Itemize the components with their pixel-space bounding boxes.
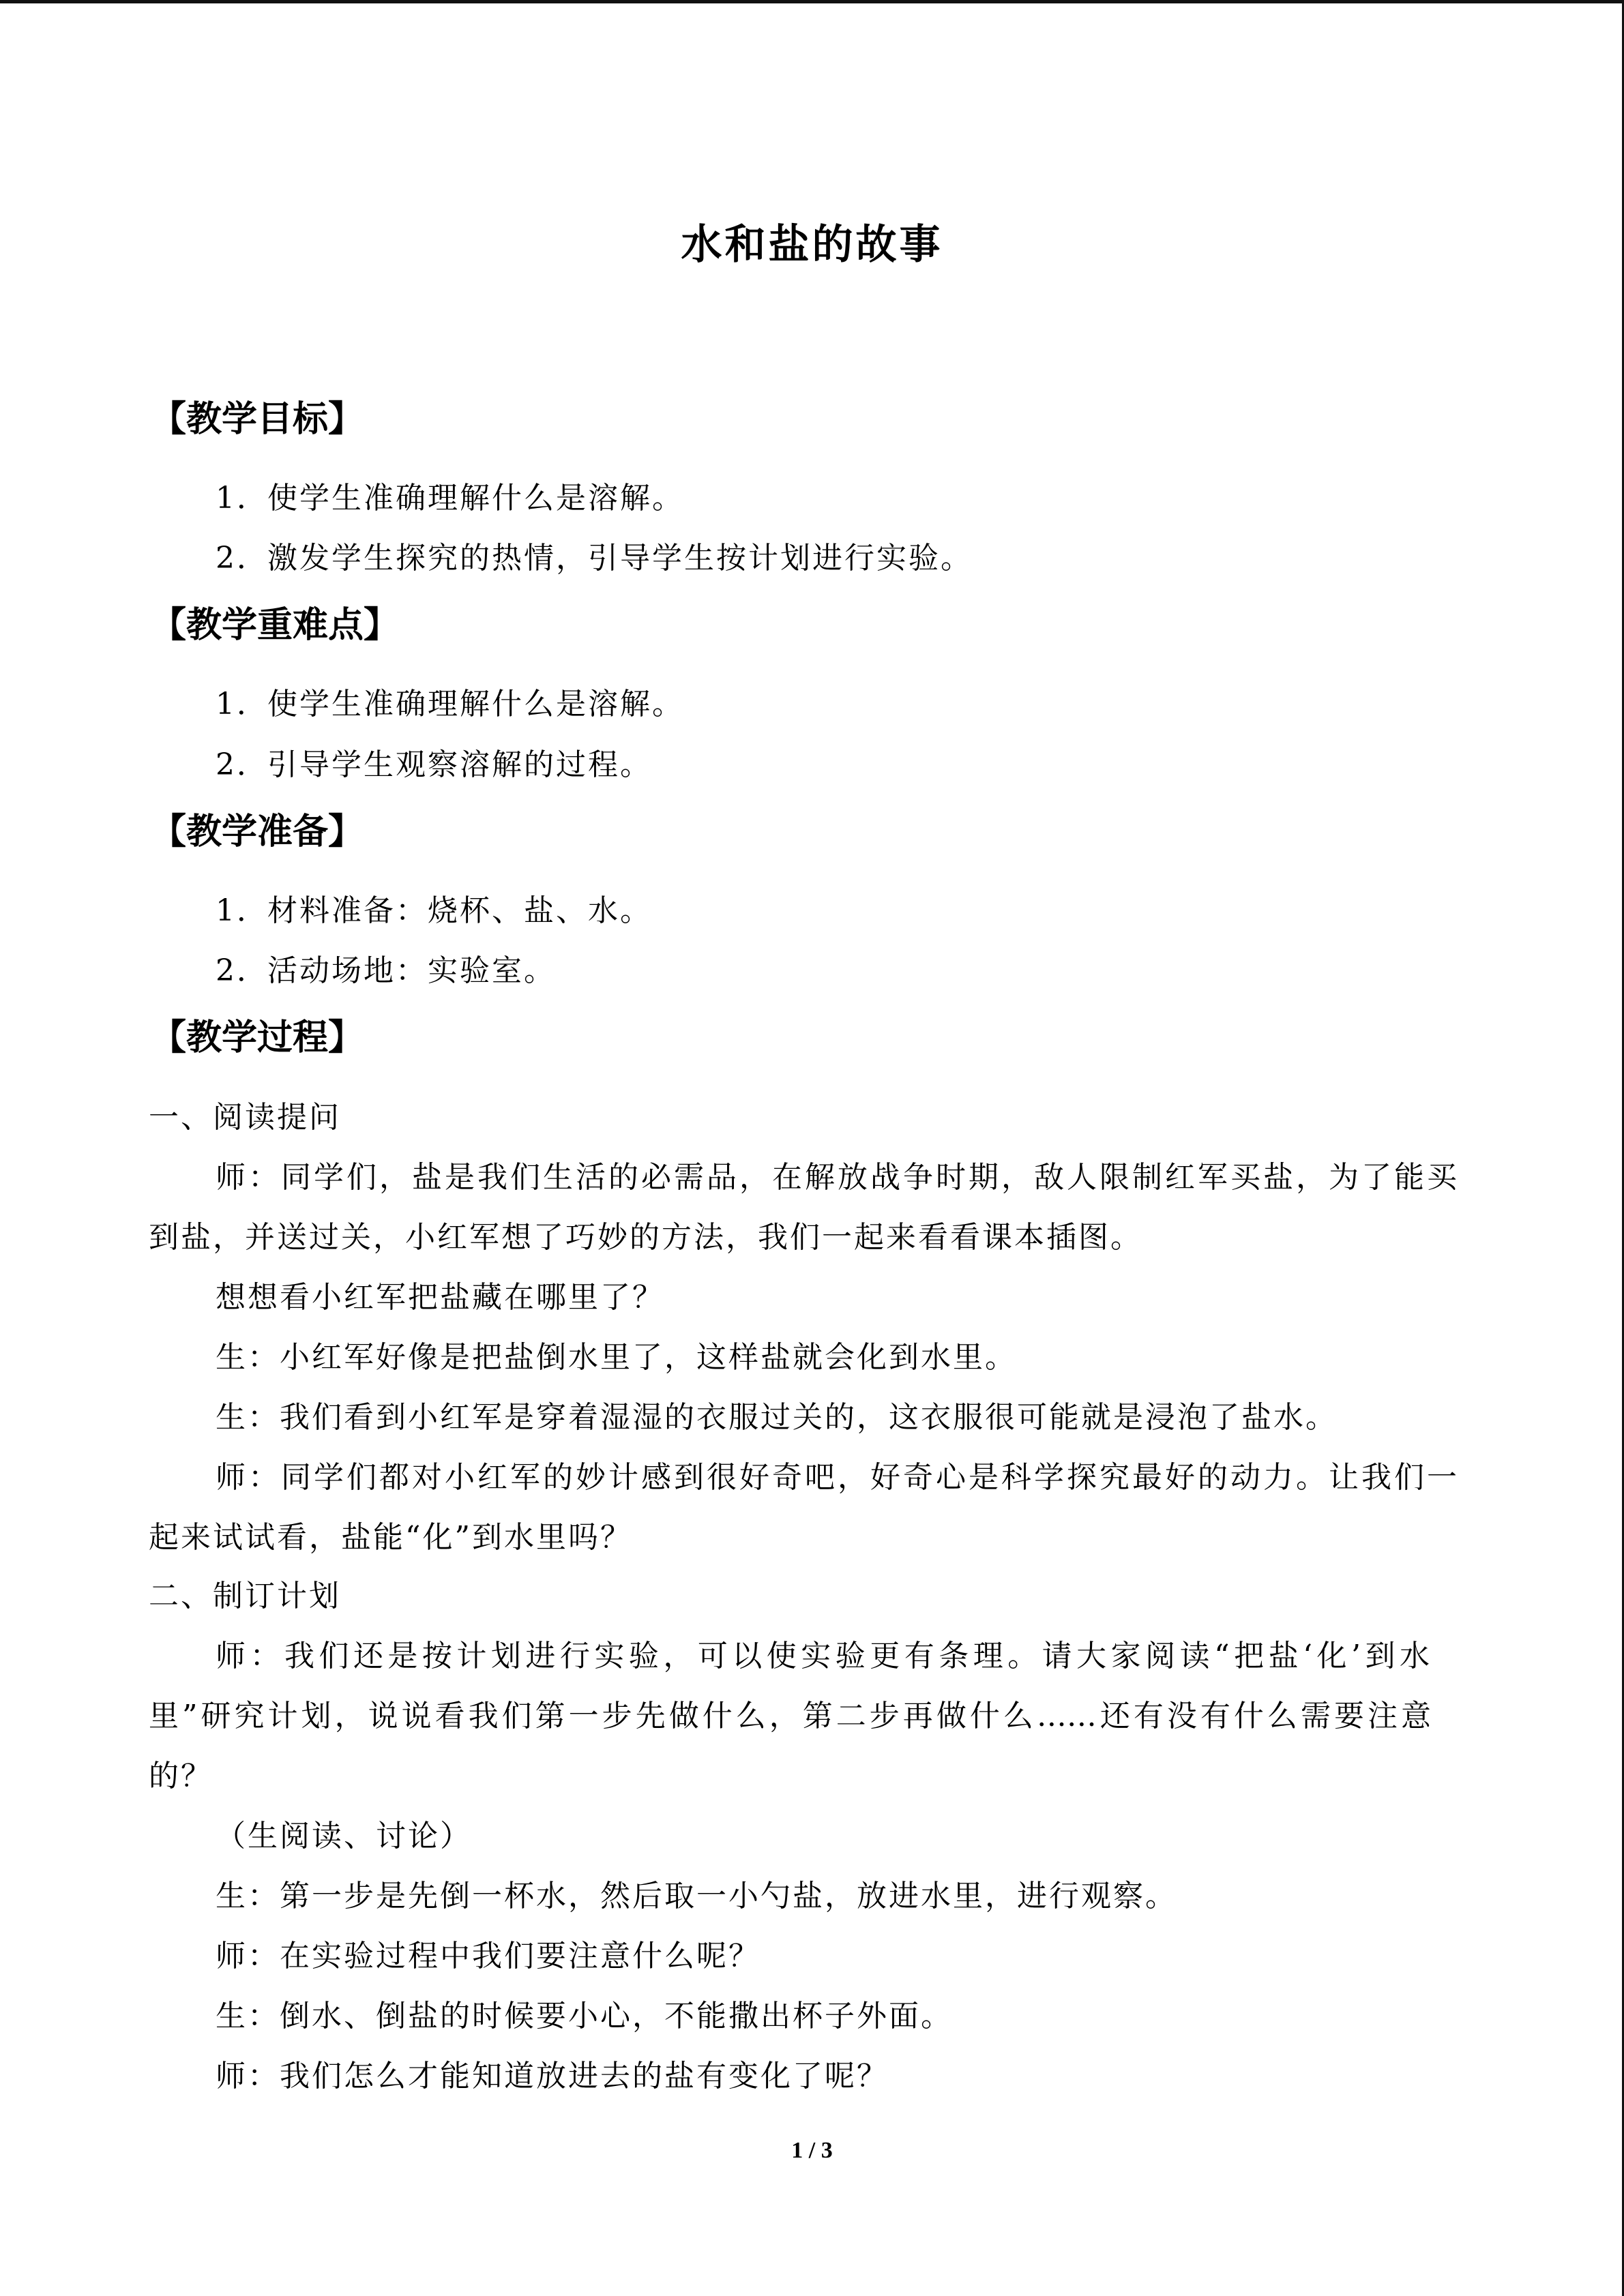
subsection-heading: 一、阅读提问 [149,1100,341,1135]
subsection-heading: 二、制订计划 [149,1579,341,1613]
page-indicator: 1 / 3 [791,2138,833,2163]
section-heading-process: 【教学过程】 [151,1017,364,1058]
paragraph-line: 到盐，并送过关，小红军想了巧妙的方法，我们一起来看看课本插图。 [149,1220,1142,1255]
paragraph-line: （生阅读、讨论） [216,1819,472,1853]
section-heading-preparation: 【教学准备】 [151,811,364,852]
paragraph-line: 师：在实验过程中我们要注意什么呢？ [216,1939,761,1973]
paragraph-line: 生：第一步是先倒一杯水，然后取一小勺盐，放进水里，进行观察。 [216,1879,1177,1913]
paragraph-line: 里”研究计划，说说看我们第一步先做什么，第二步再做什么……还有没有什么需要注意 [149,1699,1431,1733]
list-item-number: 1． [216,687,269,721]
paragraph-line: 师：我们怎么才能知道放进去的盐有变化了呢？ [216,2059,889,2093]
paragraph-line: 师：我们还是按计划进行实验，可以使实验更有条理。请大家阅读“把盐‘化’到水 [216,1639,1430,1673]
list-item-text: 激发学生探究的热情，引导学生按计划进行实验。 [267,541,973,576]
list-item-number: 2． [216,541,269,576]
section-heading-objectives: 【教学目标】 [151,399,364,440]
list-item [216,892,652,930]
paragraph-line: 生：倒水、倒盐的时候要小心，不能撒出杯子外面。 [216,1999,953,2033]
list-item-number: 2． [216,747,269,782]
list-item [216,685,684,724]
list-item [216,479,684,518]
document-title: 水和盐的故事 [681,221,943,269]
list-item-text: 引导学生观察溶解的过程。 [267,747,652,782]
section-heading-key-points: 【教学重难点】 [151,605,400,646]
paragraph-line: 师：同学们都对小红军的妙计感到很好奇吧，好奇心是科学探究最好的动力。让我们一 [216,1460,1457,1495]
paragraph-line: 师：同学们，盐是我们生活的必需品，在解放战争时期，敌人限制红军买盐，为了能买 [216,1160,1457,1195]
list-item [216,746,652,784]
list-item-number: 1． [216,893,269,928]
list-item [216,952,556,990]
list-item-text: 使学生准确理解什么是溶解。 [267,481,684,516]
paragraph-line: 起来试试看，盐能“化”到水里吗？ [149,1520,632,1555]
paragraph-line: 生：小红军好像是把盐倒水里了，这样盐就会化到水里。 [216,1340,1017,1375]
list-item-number: 1． [216,481,269,516]
list-item [216,539,973,578]
paragraph-line: 的？ [149,1759,213,1793]
list-item-number: 2． [216,953,269,988]
list-item-text: 使学生准确理解什么是溶解。 [267,687,684,721]
paragraph-line: 生：我们看到小红军是穿着湿湿的衣服过关的，这衣服很可能就是浸泡了盐水。 [216,1400,1338,1435]
list-item-text: 材料准备：烧杯、盐、水。 [267,893,652,928]
paragraph-line: 想想看小红军把盐藏在哪里了？ [216,1280,664,1315]
list-item-text: 活动场地：实验室。 [267,953,556,988]
